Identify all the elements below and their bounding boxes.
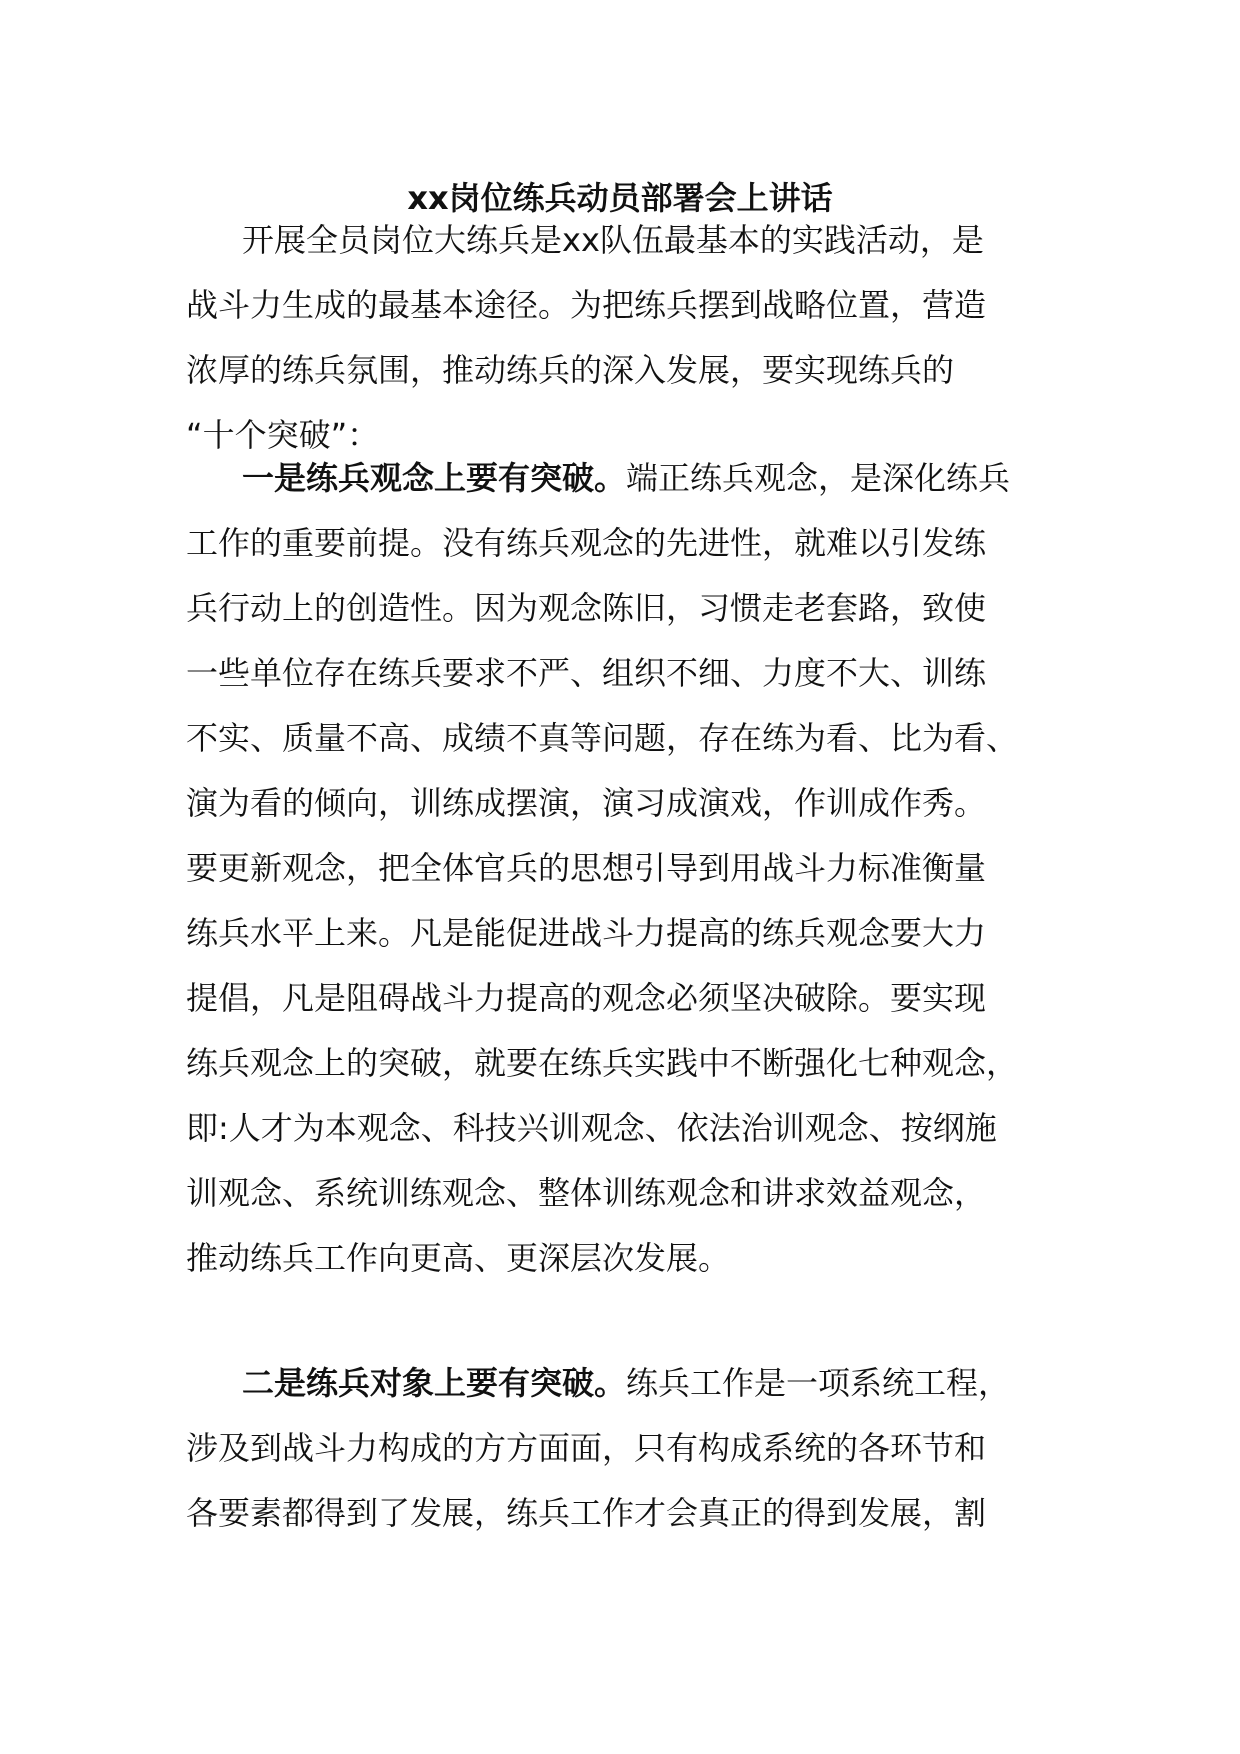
intro-line: 开展全员岗位大练兵是xx队伍最基本的实践活动，是	[242, 221, 984, 259]
section-2-first-line-text: 练兵工作是一项系统工程，	[626, 1364, 1011, 1402]
intro-line: 战斗力生成的最基本途径。为把练兵摆到战略位置，营造	[186, 286, 987, 324]
section-1-line: 要更新观念，把全体官兵的思想引导到用战斗力标准衡量	[186, 849, 987, 887]
section-1-paragraph	[186, 446, 1066, 1291]
section-1-line: 演为看的倾向，训练成摆演，演习成演戏，作训成作秀。	[186, 784, 987, 822]
section-1-line: 一些单位存在练兵要求不严、组织不细、力度不大、训练	[186, 654, 987, 692]
section-1-line: 推动练兵工作向更高、更深层次发展。	[186, 1239, 731, 1277]
intro-line: “十个突破”：	[186, 416, 380, 454]
document-title: xx岗位练兵动员部署会上讲话	[407, 179, 833, 217]
section-1-first-line	[186, 446, 1066, 511]
section-1-line: 训观念、系统训练观念、整体训练观念和讲求效益观念，	[186, 1174, 987, 1212]
section-1-line: 不实、质量不高、成绩不真等问题，存在练为看、比为看、	[186, 719, 1019, 757]
section-1-line: 兵行动上的创造性。因为观念陈旧，习惯走老套路，致使	[186, 589, 987, 627]
section-2-paragraph	[186, 1351, 1066, 1546]
section-2-line: 各要素都得到了发展，练兵工作才会真正的得到发展，割	[186, 1494, 987, 1532]
section-2-line: 涉及到战斗力构成的方方面面，只有构成系统的各环节和	[186, 1429, 987, 1467]
section-1-line: 练兵水平上来。凡是能促进战斗力提高的练兵观念要大力	[186, 914, 987, 952]
section-1-first-line-text: 端正练兵观念，是深化练兵	[626, 459, 1011, 497]
section-1-line: 工作的重要前提。没有练兵观念的先进性，就难以引发练	[186, 524, 987, 562]
section-2-first-line	[186, 1351, 1066, 1416]
section-1-line: 练兵观念上的突破，就要在练兵实践中不断强化七种观念，	[186, 1044, 1019, 1082]
section-1-line: 提倡，凡是阻碍战斗力提高的观念必须坚决破除。要实现	[186, 979, 987, 1017]
intro-paragraph	[186, 208, 1066, 468]
section-2-heading: 二是练兵对象上要有突破。	[242, 1364, 627, 1402]
intro-line: 浓厚的练兵氛围，推动练兵的深入发展，要实现练兵的	[186, 351, 955, 389]
section-1-line: 即:人才为本观念、科技兴训观念、依法治训观念、按纲施	[186, 1109, 997, 1147]
section-1-heading: 一是练兵观念上要有突破。	[242, 459, 627, 497]
